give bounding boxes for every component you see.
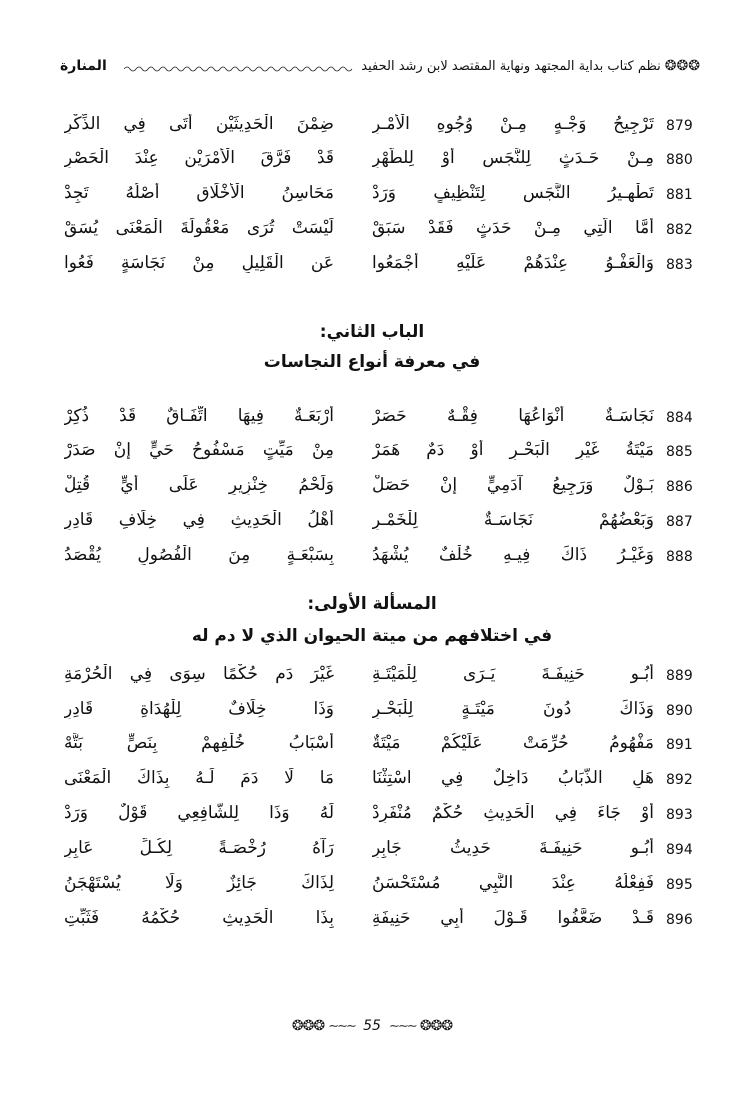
verse-second-hemistich: أَهْلُ الْحَدِيثِ فِي خِلَافِ قَادِرِ <box>64 510 334 530</box>
verse-row <box>0 436 744 470</box>
verse-number: 887 <box>666 514 693 530</box>
header-wave-rule <box>124 64 354 74</box>
book-title-text: نظم كتاب بداية المجتهد ونهاية المقتصد لابن رشد الحفيد <box>361 59 661 74</box>
verse-second-hemistich: مَا لَا دَمَ لَـهُ بِذَاكَ الْمَعْنَى <box>64 768 334 788</box>
verse-row <box>0 214 744 248</box>
page-number: 55 <box>363 1018 381 1034</box>
verse-row <box>0 834 744 868</box>
verse-row <box>0 471 744 505</box>
issue-title: المسألة الأولى: <box>307 594 437 614</box>
verse-number: 888 <box>666 549 693 565</box>
verse-number: 882 <box>666 222 693 238</box>
verse-number: 884 <box>666 410 693 426</box>
verse-number: 895 <box>666 877 693 893</box>
verse-first-hemistich: مَيْتَةُ غَيْرِ الْبَحْـرِ أَوْ دَمٌ هَمَرْ <box>372 440 654 460</box>
verse-row <box>0 144 744 178</box>
verse-row <box>0 869 744 903</box>
verse-first-hemistich: وَبَعْضُهُمْ نَجَاسَـةٌ لِلْخَمْـرِ <box>372 510 654 530</box>
page-footer <box>0 1018 744 1034</box>
verse-number: 890 <box>666 703 693 719</box>
verse-second-hemistich: ضِمْنَ الْحَدِيثَيْنِ أَتَى فِي الذِّكْرِ <box>64 114 334 134</box>
verse-first-hemistich: وَذَاكَ دُونَ مَيْتَـةٍ لِلْبَحْـرِ <box>372 699 654 719</box>
verse-first-hemistich: مِـنْ حَـدَثٍ لِلنَّجَسِ أَوْ لِلطُّهْرِ <box>372 148 654 168</box>
verse-first-hemistich: وَغَيْـرُ ذَاكَ فِيـهِ خُلْفٌ يُشْهَدُ <box>372 545 654 565</box>
verse-first-hemistich: هَلِ الذُّبَابُ دَاخِلٌ فِي اسْتِثْنَا <box>372 768 654 788</box>
verse-second-hemistich: لَهُ وَذَا لِلشَّافِعِي قَوْلٌ وَرَدْ <box>64 803 334 823</box>
verse-number: 889 <box>666 668 693 684</box>
verse-row <box>0 402 744 436</box>
verse-row <box>0 764 744 798</box>
verse-second-hemistich: لِذَاكَ جَائِزٌ وَلَا يُسْتَهْجَنُ <box>64 873 334 893</box>
verse-row <box>0 249 744 283</box>
verse-first-hemistich: وَالْعَفْـوُ عِنْدَهُمْ عَلَيْهِ أَجْمَعُوا <box>372 253 654 273</box>
verse-first-hemistich: تَرْجِيحُ وَجْـهٍ مِـنْ وُجُوهِ الْأَمْـرِ <box>372 114 654 134</box>
verse-row <box>0 729 744 763</box>
verse-first-hemistich: أَبُـو حَنِيفَـةَ يَـرَى لِلْمَيْتَـةِ <box>372 664 654 684</box>
chapter-title: الباب الثاني: <box>319 322 425 342</box>
verse-first-hemistich: أَوْ جَاءَ فِي الْحَدِيثِ حُكْمٌ مُنْفَرِدْ <box>372 803 654 823</box>
book-title <box>361 58 700 74</box>
verse-number: 896 <box>666 912 693 928</box>
verse-first-hemistich: فَفِعْلُهُ عِنْدَ النَّبِي مُسْتَحْسَنُ <box>372 873 654 893</box>
verse-number: 893 <box>666 807 693 823</box>
chapter-subtitle: في معرفة أنواع النجاسات <box>263 352 481 372</box>
verse-first-hemistich: مَفْهُومُ حُرِّمَتْ عَلَيْكُمْ مَيْتَةٌ <box>372 733 654 753</box>
footer-ornament-right-icon: ❂❂❂ <box>419 1018 453 1034</box>
verse-number: 886 <box>666 479 693 495</box>
verse-first-hemistich: تَطْهِـيرُ النَّجَسِ لِتَنْظِيفٍ وَرَدْ <box>372 183 654 203</box>
verse-number: 879 <box>666 118 693 134</box>
verse-row <box>0 541 744 575</box>
verse-row <box>0 660 744 694</box>
verse-first-hemistich: أَبُـو حَنِيفَـةَ حَدِيثُ جَابِرِ <box>372 838 654 858</box>
verse-second-hemistich: بِذَا الْحَدِيثِ حُكْمُهُ فَثَبِّتِ <box>64 908 334 928</box>
verse-second-hemistich: أَسْبَابُ خُلْفِهِمْ بِنَصٍّ بَتَّهْ <box>64 733 334 753</box>
verse-first-hemistich: قَـدْ ضَعَّفُوا قَـوْلَ أَبِي حَنِيفَةِ <box>372 908 654 928</box>
verse-first-hemistich: أَمَّا الَّتِي مِـنْ حَدَثٍ فَقَدْ سَبَقْ <box>372 218 654 238</box>
verse-row <box>0 695 744 729</box>
verse-number: 883 <box>666 257 693 273</box>
verse-number: 885 <box>666 444 693 460</box>
verse-row <box>0 506 744 540</box>
verse-row <box>0 179 744 213</box>
verse-second-hemistich: وَلَحْمُ خِنْزِيرٍ عَلَى أَيٍّ قُتِلْ <box>64 475 334 495</box>
verse-number: 891 <box>666 737 693 753</box>
issue-subtitle: في اختلافهم من ميتة الحيوان الذي لا دم له <box>191 626 553 646</box>
verse-second-hemistich: أَرْبَعَـةٌ فِيهَا اتِّفَـاقٌ قَدْ ذُكِرْ <box>64 406 334 426</box>
verse-second-hemistich: مِنْ مَيِّتٍ مَسْفُوحُ حَيٍّ إِنْ صَدَرْ <box>64 440 334 460</box>
verse-number: 880 <box>666 152 693 168</box>
verse-second-hemistich: لَيْسَتْ تُرَى مَعْقُولَةَ الْمَعْنَى يُسَقْ <box>64 218 334 238</box>
verse-second-hemistich: مَحَاسِنُ الْأَخْلَاقِ أَصْلُهُ تَجِدْ <box>64 183 334 203</box>
verse-first-hemistich: بَـوْلٌ وَرَجِيعُ آدَمِيٍّ إِنْ حَصَلْ <box>372 475 654 495</box>
verse-second-hemistich: وَذَا خِلَافٌ لِلْهُدَاةِ قَادِرِ <box>64 699 334 719</box>
verse-row <box>0 799 744 833</box>
verse-second-hemistich: غَيْرَ دَمٍ حُكْمًا سِوَى فِي الْحُرْمَةِ <box>64 664 334 684</box>
running-header <box>60 56 700 86</box>
verse-second-hemistich: قَدْ فَرَّقَ الْأَمْرَيْنِ عِنْدَ الْحَصْرِ <box>64 148 334 168</box>
verse-second-hemistich: عَنِ الْقَلِيلِ مِنْ نَجَاسَةٍ فَعُوا <box>64 253 334 273</box>
verse-second-hemistich: رَآهُ رُخْصَـةً لِكُـلِّ عَابِرِ <box>64 838 334 858</box>
footer-wave-icon: ∼∼∼ <box>328 1019 355 1034</box>
verse-number: 892 <box>666 772 693 788</box>
verse-number: 894 <box>666 842 693 858</box>
verse-row <box>0 904 744 938</box>
header-ornament-icon: ❂❂❂ <box>664 58 700 74</box>
series-name: المنارة <box>60 58 107 74</box>
verse-row <box>0 110 744 144</box>
verse-first-hemistich: نَجَاسَـةٌ أَنْوَاعُهَا فِقْـهٌ حَصَرْ <box>372 406 654 426</box>
verse-second-hemistich: بِسَبْعَـةٍ مِنَ الْفُصُولِ يُقْصَدُ <box>64 545 334 565</box>
verse-number: 881 <box>666 187 693 203</box>
footer-ornament-left-icon: ❂❂❂ <box>291 1018 325 1034</box>
footer-wave-icon: ∼∼∼ <box>389 1019 416 1034</box>
